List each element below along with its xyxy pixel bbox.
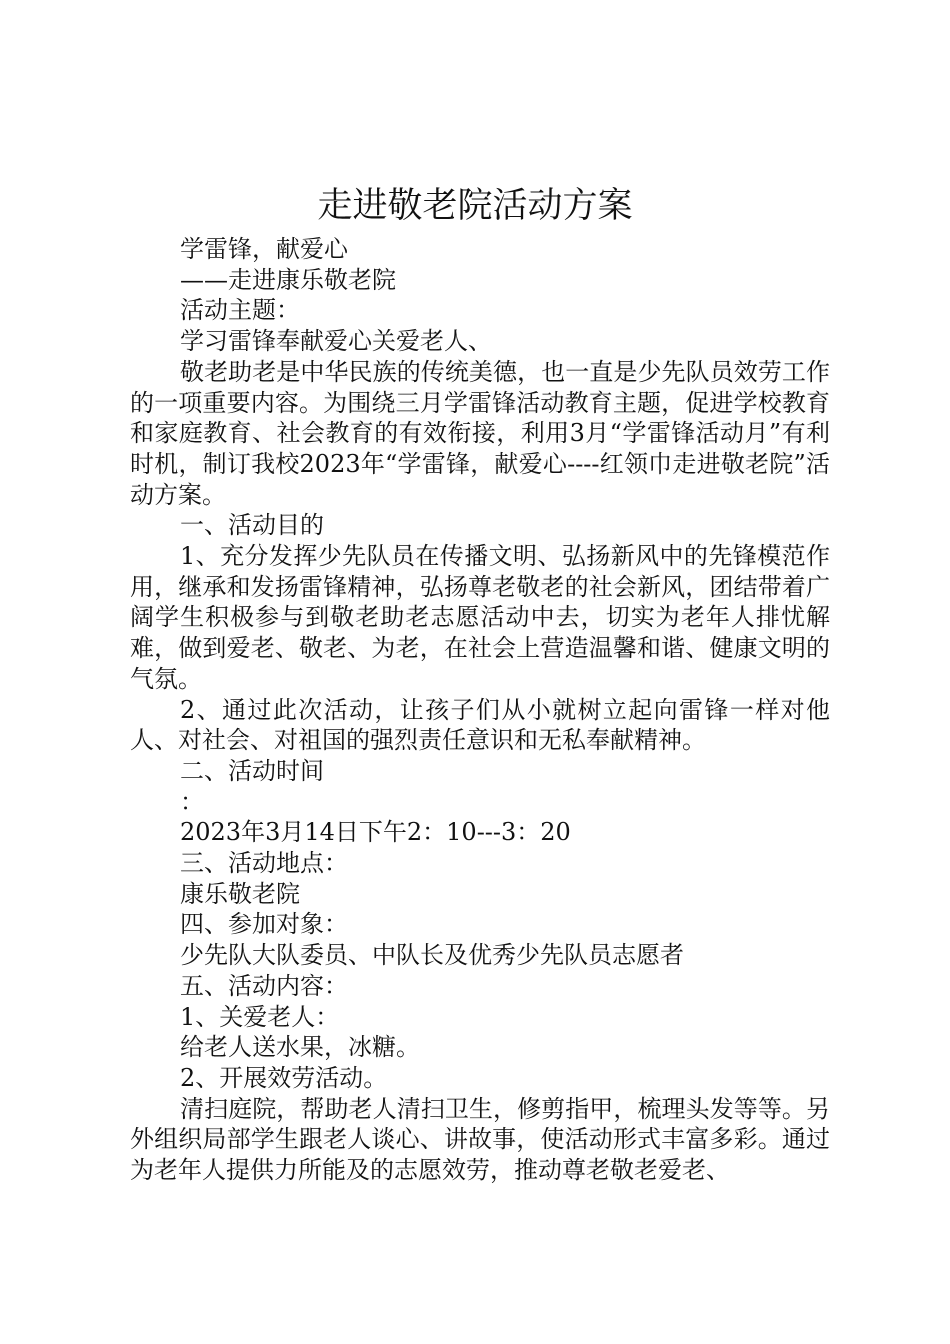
paragraph-time-colon: ： bbox=[180, 787, 204, 816]
section-heading-participants: 四、参加对象： bbox=[180, 910, 348, 939]
document-body bbox=[130, 234, 830, 1186]
section-heading-location: 三、活动地点： bbox=[180, 849, 348, 878]
section-heading-content: 五、活动内容： bbox=[180, 971, 348, 1000]
paragraph-subtitle: ——走进康乐敬老院 bbox=[180, 265, 396, 294]
paragraph-theme-label: 活动主题： bbox=[180, 296, 300, 325]
paragraph-location: 康乐敬老院 bbox=[180, 879, 300, 908]
paragraph-slogan: 学雷锋，献爱心 bbox=[180, 235, 348, 263]
section-heading-purpose: 一、活动目的 bbox=[180, 511, 324, 540]
paragraph-purpose-2: 2、通过此次活动，让孩子们从小就树立起向雷锋一样对他人、对社会、对祖国的强烈责任意识和无私奉献精神。 bbox=[130, 695, 830, 755]
section-heading-time: 二、活动时间 bbox=[180, 756, 324, 785]
paragraph-content-2: 清扫庭院，帮助老人清扫卫生，修剪指甲，梳理头发等等。另外组织局部学生跟老人谈心、讲故事，使活动形式丰富多彩。通过为老年人提供力所能及的志愿效劳，推动尊老敬老爱老、 bbox=[130, 1094, 830, 1185]
paragraph-content-1: 给老人送水果，冰糖。 bbox=[180, 1033, 420, 1062]
paragraph-intro: 敬老助老是中华民族的传统美德，也一直是少先队员效劳工作的一项重要内容。为围绕三月学雷锋活动教育主题，促进学校教育和家庭教育、社会教育的有效衔接，利用3月“学雷锋活动月”有利时机，制订我校2023年“学雷锋，献爱心----红领巾走进敬老院”活动方案。 bbox=[130, 357, 830, 509]
paragraph-purpose-1: 1、充分发挥少先队员在传播文明、弘扬新风中的先锋模范作用，继承和发扬雷锋精神，弘扬尊老敬老的社会新风，团结带着广阔学生积极参与到敬老助老志愿活动中去，切实为老年人排忧解难，做到爱老、敬老、为老，在社会上营造温馨和谐、健康文明的气氛。 bbox=[130, 542, 830, 693]
paragraph-participants: 少先队大队委员、中队长及优秀少先队员志愿者 bbox=[180, 941, 684, 970]
paragraph-content-1-heading: 1、关爱老人： bbox=[180, 1002, 340, 1031]
paragraph-theme: 学习雷锋奉献爱心关爱老人、 bbox=[180, 327, 492, 356]
paragraph-content-2-heading: 2、开展效劳活动。 bbox=[180, 1063, 388, 1092]
paragraph-time: 2023年3月14日下午2：10---3：20 bbox=[180, 818, 571, 847]
document-title: 走进敬老院活动方案 bbox=[317, 186, 633, 226]
